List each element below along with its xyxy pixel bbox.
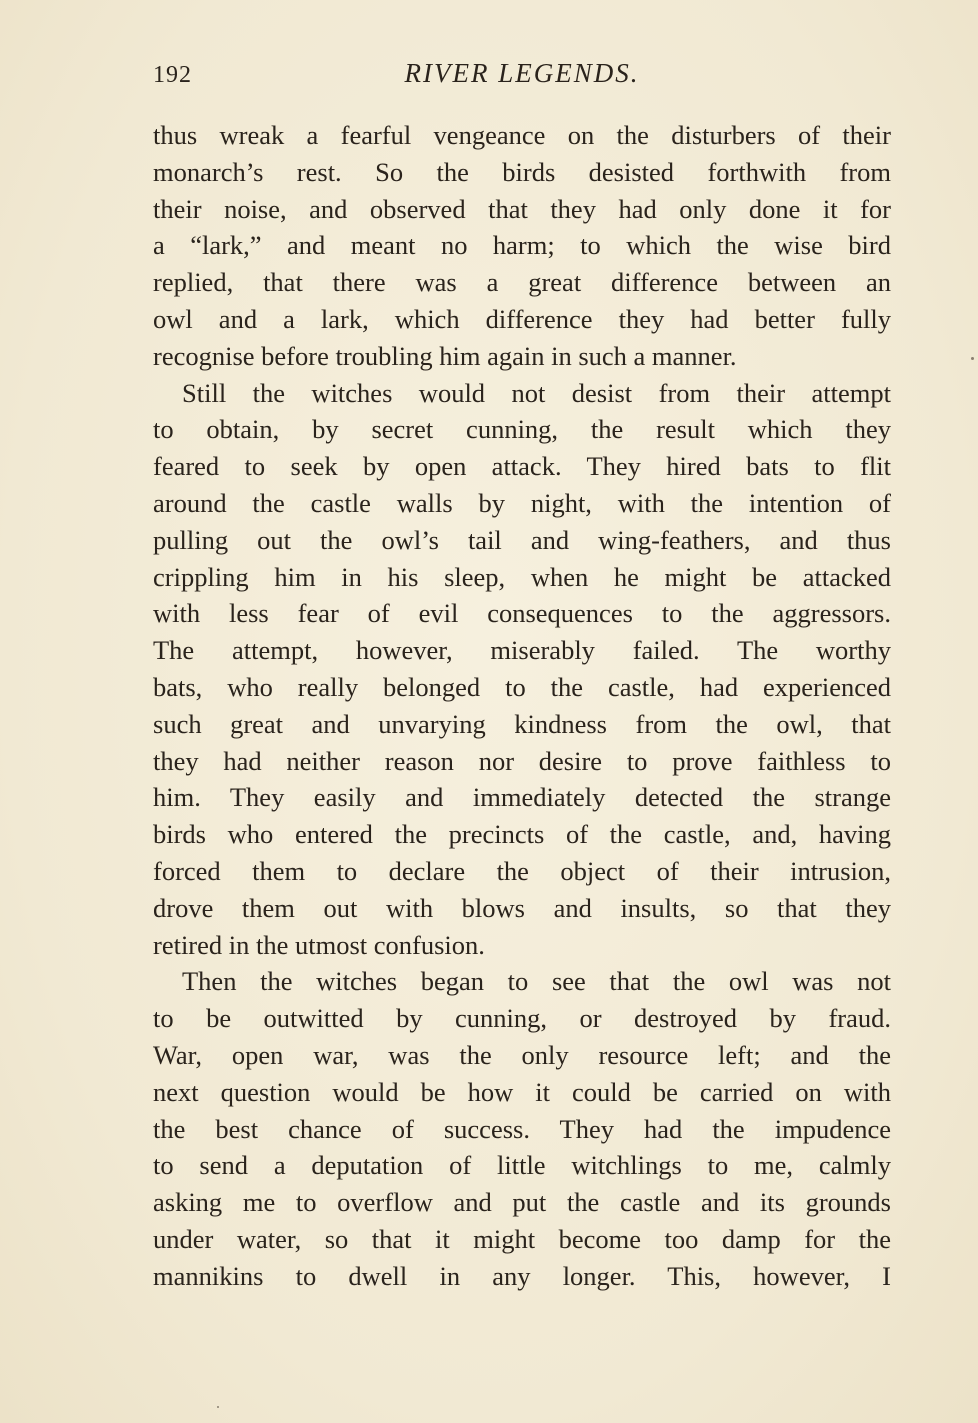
text-line: with less fear of evil consequences to the aggressors.	[153, 598, 891, 629]
text-line: the best chance of success. They had the impudence	[153, 1113, 891, 1144]
paragraph-first-line: Then the witches began to see that the owl was not	[182, 966, 891, 997]
text-line: thus wreak a fearful vengeance on the disturbers of their	[153, 120, 891, 150]
text-line: replied, that there was a great difference between an	[153, 267, 891, 298]
text-line: feared to seek by open attack. They hired bats to flit	[153, 451, 891, 482]
text-line: monarch’s rest. So the birds desisted forthwith from	[153, 156, 891, 187]
text-line: a “lark,” and meant no harm; to which the wise bird	[153, 230, 891, 261]
text-line: crippling him in his sleep, when he might be attacked	[153, 561, 891, 592]
text-line: under water, so that it might become too damp for the	[153, 1223, 891, 1254]
page-number: 192	[153, 62, 192, 88]
text-line: next question would be how it could be carried on with	[153, 1076, 891, 1107]
text-line: mannikins to dwell in any longer. This, however, I	[153, 1260, 891, 1291]
text-line: birds who entered the precincts of the castle, and, having	[153, 819, 891, 850]
text-line: retired in the utmost confusion.	[153, 929, 485, 960]
text-line: owl and a lark, which difference they had better fully	[153, 303, 891, 334]
running-head: RIVER LEGENDS.	[404, 58, 640, 88]
paper-speck	[971, 357, 974, 360]
text-line: War, open war, was the only resource left; and the	[153, 1039, 891, 1070]
text-line: to be outwitted by cunning, or destroyed by fraud.	[153, 1003, 891, 1034]
text-line: to obtain, by secret cunning, the result which they	[153, 414, 891, 445]
text-line: recognise before troubling him again in such a manner.	[153, 340, 737, 371]
paper-speck	[217, 1406, 219, 1408]
text-line: drove them out with blows and insults, so that they	[153, 892, 891, 923]
text-line: The attempt, however, miserably failed. The worthy	[153, 635, 891, 666]
text-line: they had neither reason nor desire to prove faithless to	[153, 745, 891, 776]
page-header	[153, 58, 891, 94]
text-line: bats, who really belonged to the castle, had experienced	[153, 671, 891, 702]
text-line: to send a deputation of little witchlings to me, calmly	[153, 1150, 891, 1181]
paragraph-first-line: Still the witches would not desist from their attempt	[182, 377, 891, 408]
text-line: around the castle walls by night, with the intention of	[153, 487, 891, 518]
body-text	[153, 117, 891, 1295]
text-line: forced them to declare the object of their intrusion,	[153, 855, 891, 886]
text-line: their noise, and observed that they had only done it for	[153, 193, 891, 224]
text-line: pulling out the owl’s tail and wing-feathers, and thus	[153, 524, 891, 555]
text-line: such great and unvarying kindness from the owl, that	[153, 708, 891, 739]
text-line: asking me to overflow and put the castle and its grounds	[153, 1187, 891, 1218]
text-line: him. They easily and immediately detected the strange	[153, 782, 891, 813]
